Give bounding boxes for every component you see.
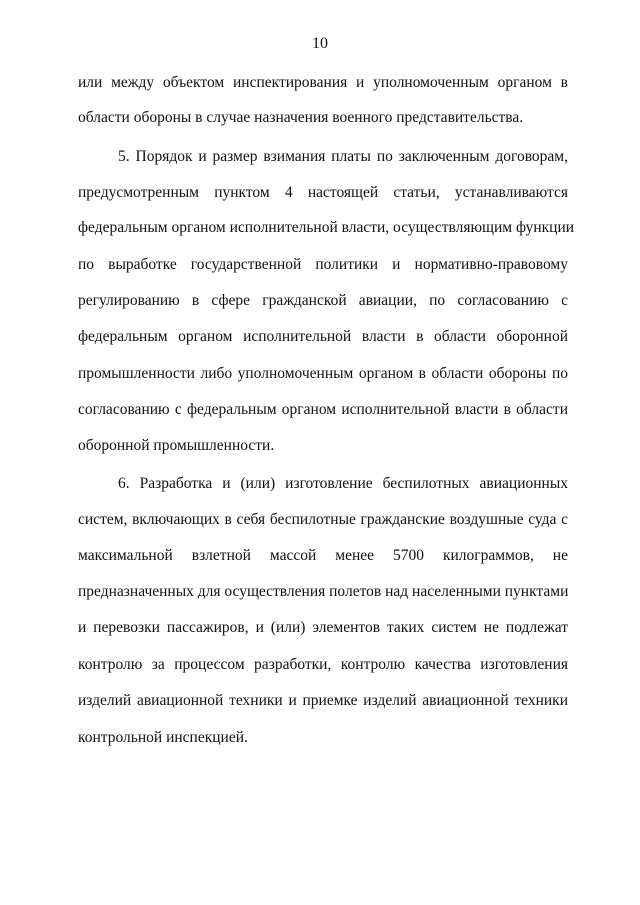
text-line: оборонной промышленности.	[78, 437, 275, 454]
text-line: предназначенных для осуществления полетов над населенными пунктами	[78, 583, 569, 600]
text-line: изделий авиационной техники и приемке изделий авиационной техники	[78, 692, 568, 709]
text-line: максимальной взлетной массой менее 5700 килограммов, не	[78, 547, 568, 564]
text-line: или между объектом инспектирования и уполномоченным органом в	[78, 74, 568, 91]
text-line: согласованию с федеральным органом исполнительной власти в области	[78, 401, 568, 418]
text-line: промышленности либо уполномоченным органом в области обороны по	[78, 365, 568, 382]
page-number: 10	[312, 35, 328, 52]
text-line: области обороны в случае назначения военного представительства.	[78, 109, 524, 126]
text-line: контролю за процессом разработки, контролю качества изготовления	[78, 656, 568, 673]
text-line: федеральным органом исполнительной власти, осуществляющим функции	[78, 219, 575, 236]
text-line: и перевозки пассажиров, и (или) элементов таких систем не подлежат	[78, 619, 568, 636]
paragraph-5-first-line: 5. Порядок и размер взимания платы по заключенным договорам,	[118, 148, 568, 165]
text-line: предусмотренным пунктом 4 настоящей статьи, устанавливаются	[78, 184, 568, 201]
text-line: регулированию в сфере гражданской авиации, по согласованию с	[78, 292, 568, 309]
text-line: систем, включающих в себя беспилотные гражданские воздушные суда с	[78, 511, 568, 528]
paragraph-6-first-line: 6. Разработка и (или) изготовление беспилотных авиационных	[118, 475, 568, 492]
text-line: контрольной инспекцией.	[78, 729, 248, 746]
text-line: по выработке государственной политики и нормативно-правовому	[78, 256, 568, 273]
text-line: федеральным органом исполнительной власти в области оборонной	[78, 328, 568, 345]
